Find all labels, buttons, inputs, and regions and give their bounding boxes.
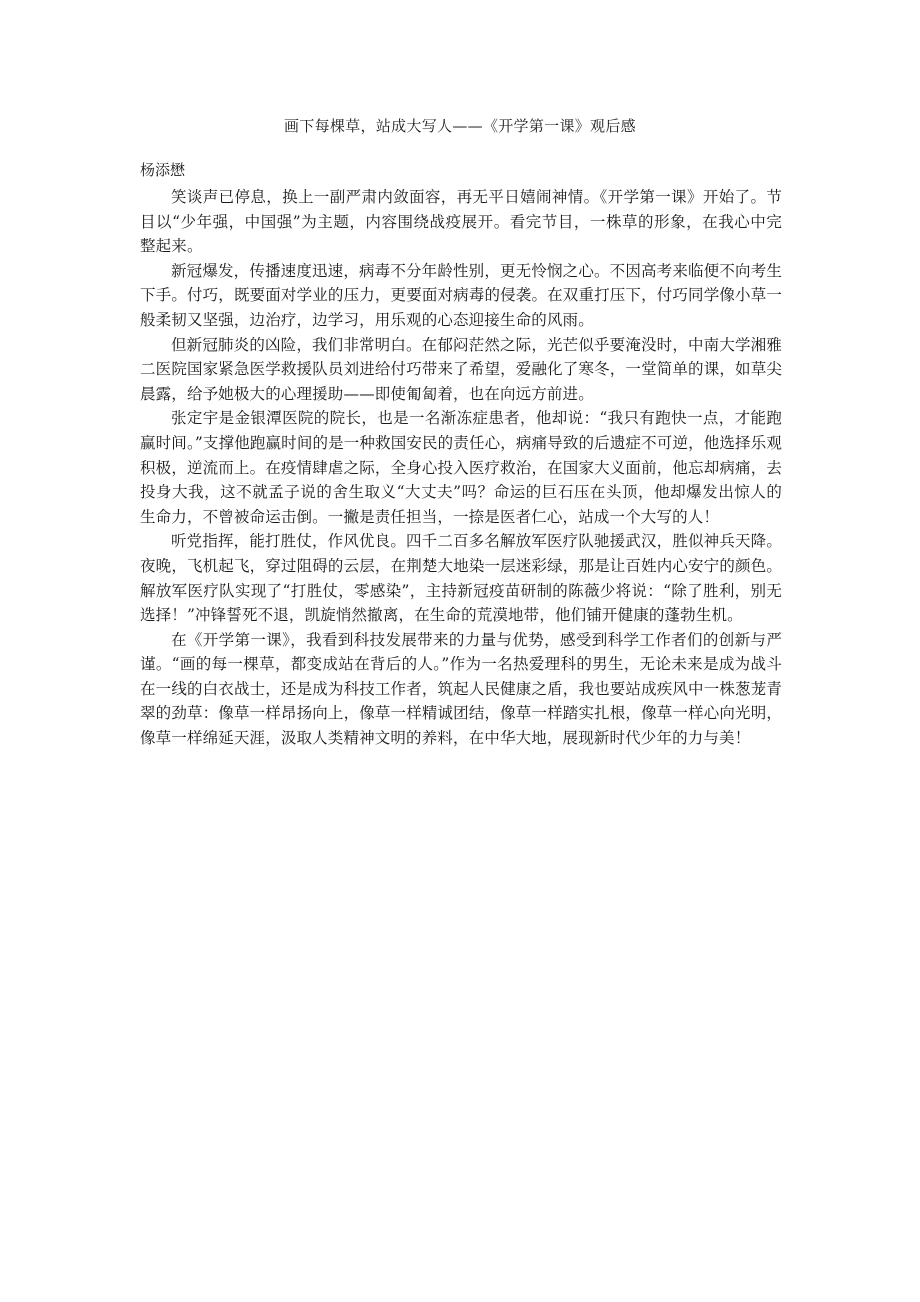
paragraph-2: 新冠爆发，传播速度迅速，病毒不分年龄性别，更无怜悯之心。不因高考来临便不向考生下手。付巧，既要面对学业的压力，更要面对病毒的侵袭。在双重打压下，付巧同学像小草一般柔韧又坚强，边治疗，边学习，用乐观的心态迎接生命的风雨。 <box>140 261 782 329</box>
paragraph-6: 在《开学第一课》，我看到科技发展带来的力量与优势，感受到科学工作者们的创新与严谨。“画的每一棵草，都变成站在背后的人。”作为一名热爱理科的男生，无论未来是成为战斗在一线的白衣战士，还是成为科技工作者，筑起人民健康之盾，我也要站成疾风中一株葱茏青翠的劲草：像草一样昂扬向上，像草一样精诚团结，像草一样踏实扎根，像草一样心向光明，像草一样绵延天涯，汲取人类精神文明的养料，在中华大地，展现新时代少年的力与美！ <box>140 630 782 748</box>
document-title: 画下每棵草，站成大写人——《开学第一课》观后感 <box>284 117 636 135</box>
document-author: 杨添懋 <box>140 161 186 179</box>
paragraph-1: 笑谈声已停息，换上一副严肃内敛面容，再无平日嬉闹神情。《开学第一课》开始了。节目以“少年强，中国强”为主题，内容围绕战疫展开。看完节目，一株草的形象，在我心中完整起来。 <box>140 188 782 256</box>
document-body <box>140 185 782 751</box>
paragraph-5: 听党指挥，能打胜仗，作风优良。四千二百多名解放军医疗队驰援武汉，胜似神兵天降。夜晚，飞机起飞，穿过阻碍的云层，在荆楚大地染一层迷彩绿，那是让百姓内心安宁的颜色。解放军医疗队实现了“打胜仗，零感染”，主持新冠疫苗研制的陈薇少将说：“除了胜利，别无选择！”冲锋誓死不退，凯旋悄然撤离，在生命的荒漠地带，他们铺开健康的蓬勃生机。 <box>140 532 782 625</box>
paragraph-3: 但新冠肺炎的凶险，我们非常明白。在郁闷茫然之际，光芒似乎要淹没时，中南大学湘雅二医院国家紧急医学救援队员刘进给付巧带来了希望，爱融化了寒冬，一堂简单的课，如草尖晨露，给予她极大的心理援助——即使匍匐着，也在向远方前进。 <box>140 335 782 403</box>
paragraph-4: 张定宇是金银潭医院的院长，也是一名渐冻症患者，他却说：“我只有跑快一点，才能跑赢时间。”支撑他跑赢时间的是一种救国安民的责任心，病痛导致的后遗症不可逆，他选择乐观积极，逆流而上。在疫情肆虐之际，全身心投入医疗救治，在国家大义面前，他忘却病痛，去投身大我，这不就孟子说的舍生取义“大丈夫”吗？命运的巨石压在头顶，他却爆发出惊人的生命力，不曾被命运击倒。一撇是责任担当，一捺是医者仁心，站成一个大写的人！ <box>140 409 782 526</box>
